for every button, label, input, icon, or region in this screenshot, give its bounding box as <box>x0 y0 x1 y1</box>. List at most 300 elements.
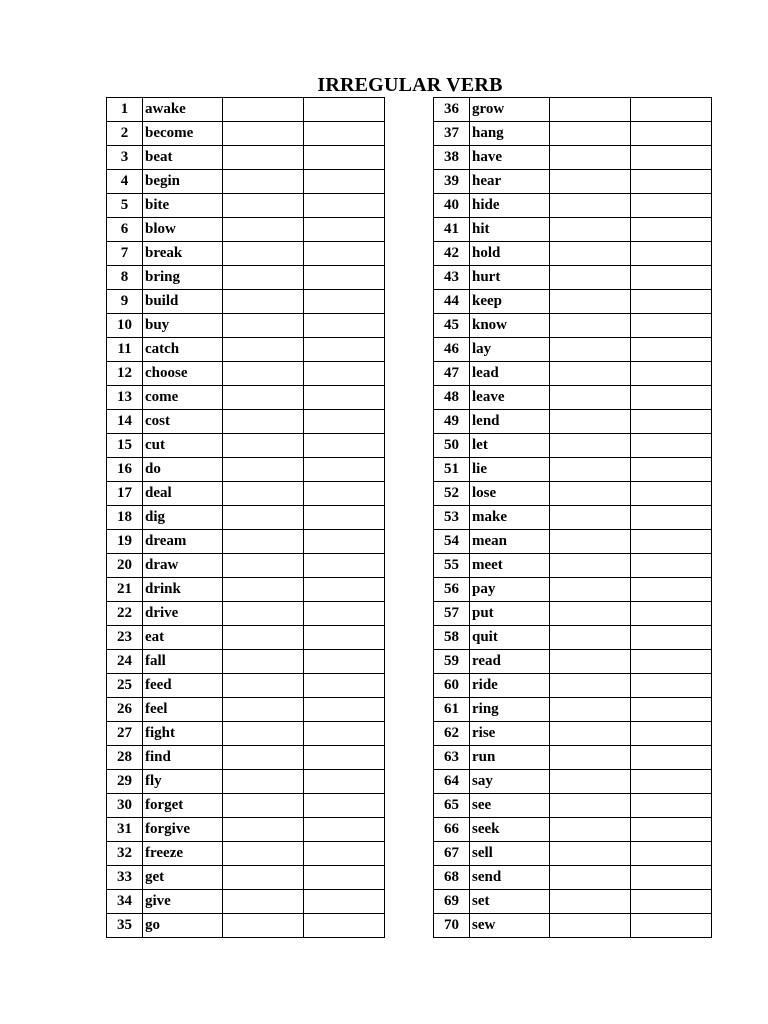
table-row <box>107 770 385 794</box>
past-form-blank-cell <box>223 362 304 386</box>
past-form-blank-cell <box>550 458 631 482</box>
participle-form-blank-cell <box>631 506 712 530</box>
base-form-cell: hang <box>470 122 550 146</box>
table-row <box>434 722 712 746</box>
past-form-blank-cell <box>223 266 304 290</box>
participle-form-blank-cell <box>304 914 385 938</box>
table-row <box>434 674 712 698</box>
base-form-cell: hear <box>470 170 550 194</box>
base-form-cell: dig <box>143 506 223 530</box>
verb-number: 36 <box>434 98 470 122</box>
base-form-cell: deal <box>143 482 223 506</box>
verb-number: 49 <box>434 410 470 434</box>
table-row <box>434 746 712 770</box>
participle-form-blank-cell <box>304 218 385 242</box>
table-row <box>107 626 385 650</box>
table-row <box>434 410 712 434</box>
participle-form-blank-cell <box>631 674 712 698</box>
base-form-cell: break <box>143 242 223 266</box>
past-form-blank-cell <box>550 314 631 338</box>
past-form-blank-cell <box>223 410 304 434</box>
verb-number: 38 <box>434 146 470 170</box>
base-form-cell: find <box>143 746 223 770</box>
verb-number: 56 <box>434 578 470 602</box>
participle-form-blank-cell <box>631 626 712 650</box>
table-row <box>434 458 712 482</box>
base-form-cell: build <box>143 290 223 314</box>
verb-number: 39 <box>434 170 470 194</box>
verb-number: 68 <box>434 866 470 890</box>
base-form-cell: do <box>143 458 223 482</box>
base-form-cell: awake <box>143 98 223 122</box>
verb-number: 20 <box>107 554 143 578</box>
table-row <box>107 434 385 458</box>
table-row <box>107 194 385 218</box>
table-row <box>434 554 712 578</box>
verb-number: 2 <box>107 122 143 146</box>
verb-number: 37 <box>434 122 470 146</box>
table-row <box>107 578 385 602</box>
participle-form-blank-cell <box>304 146 385 170</box>
participle-form-blank-cell <box>631 866 712 890</box>
past-form-blank-cell <box>550 386 631 410</box>
participle-form-blank-cell <box>304 842 385 866</box>
participle-form-blank-cell <box>631 530 712 554</box>
table-row <box>434 290 712 314</box>
table-row <box>107 458 385 482</box>
table-row <box>107 386 385 410</box>
past-form-blank-cell <box>223 386 304 410</box>
verb-number: 25 <box>107 674 143 698</box>
participle-form-blank-cell <box>631 362 712 386</box>
participle-form-blank-cell <box>304 626 385 650</box>
verb-number: 3 <box>107 146 143 170</box>
base-form-cell: become <box>143 122 223 146</box>
table-row <box>107 602 385 626</box>
base-form-cell: catch <box>143 338 223 362</box>
verb-number: 40 <box>434 194 470 218</box>
verb-number: 15 <box>107 434 143 458</box>
past-form-blank-cell <box>550 890 631 914</box>
verb-number: 62 <box>434 722 470 746</box>
page-title: IRREGULAR VERB <box>317 74 503 96</box>
verb-number: 17 <box>107 482 143 506</box>
past-form-blank-cell <box>550 722 631 746</box>
verb-table-right <box>433 97 712 938</box>
table-row <box>434 98 712 122</box>
participle-form-blank-cell <box>631 218 712 242</box>
verb-number: 67 <box>434 842 470 866</box>
table-row <box>107 842 385 866</box>
past-form-blank-cell <box>223 122 304 146</box>
table-row <box>107 170 385 194</box>
base-form-cell: read <box>470 650 550 674</box>
participle-form-blank-cell <box>304 410 385 434</box>
table-row <box>434 650 712 674</box>
participle-form-blank-cell <box>304 338 385 362</box>
base-form-cell: meet <box>470 554 550 578</box>
verb-number: 22 <box>107 602 143 626</box>
base-form-cell: lay <box>470 338 550 362</box>
verb-number: 6 <box>107 218 143 242</box>
table-row <box>107 914 385 938</box>
participle-form-blank-cell <box>304 482 385 506</box>
table-row <box>107 266 385 290</box>
past-form-blank-cell <box>550 122 631 146</box>
table-row <box>434 314 712 338</box>
verb-number: 19 <box>107 530 143 554</box>
past-form-blank-cell <box>223 146 304 170</box>
participle-form-blank-cell <box>631 746 712 770</box>
table-row <box>434 386 712 410</box>
participle-form-blank-cell <box>304 386 385 410</box>
participle-form-blank-cell <box>304 434 385 458</box>
verb-number: 13 <box>107 386 143 410</box>
participle-form-blank-cell <box>304 170 385 194</box>
verb-number: 33 <box>107 866 143 890</box>
participle-form-blank-cell <box>304 578 385 602</box>
table-row <box>434 842 712 866</box>
base-form-cell: draw <box>143 554 223 578</box>
base-form-cell: ride <box>470 674 550 698</box>
participle-form-blank-cell <box>304 122 385 146</box>
past-form-blank-cell <box>223 890 304 914</box>
participle-form-blank-cell <box>304 506 385 530</box>
base-form-cell: drive <box>143 602 223 626</box>
past-form-blank-cell <box>223 482 304 506</box>
base-form-cell: freeze <box>143 842 223 866</box>
table-row <box>434 866 712 890</box>
base-form-cell: hold <box>470 242 550 266</box>
table-row <box>434 506 712 530</box>
participle-form-blank-cell <box>631 458 712 482</box>
past-form-blank-cell <box>550 506 631 530</box>
table-row <box>107 650 385 674</box>
participle-form-blank-cell <box>631 170 712 194</box>
base-form-cell: hide <box>470 194 550 218</box>
verb-number: 46 <box>434 338 470 362</box>
past-form-blank-cell <box>550 578 631 602</box>
base-form-cell: seek <box>470 818 550 842</box>
participle-form-blank-cell <box>304 818 385 842</box>
past-form-blank-cell <box>223 626 304 650</box>
base-form-cell: leave <box>470 386 550 410</box>
table-row <box>434 194 712 218</box>
participle-form-blank-cell <box>631 578 712 602</box>
verb-number: 43 <box>434 266 470 290</box>
past-form-blank-cell <box>223 842 304 866</box>
base-form-cell: set <box>470 890 550 914</box>
past-form-blank-cell <box>223 914 304 938</box>
verb-number: 7 <box>107 242 143 266</box>
table-row <box>434 770 712 794</box>
participle-form-blank-cell <box>631 842 712 866</box>
verb-number: 35 <box>107 914 143 938</box>
table-row <box>107 506 385 530</box>
verb-number: 34 <box>107 890 143 914</box>
table-row <box>107 362 385 386</box>
table-row <box>107 482 385 506</box>
base-form-cell: come <box>143 386 223 410</box>
verb-number: 18 <box>107 506 143 530</box>
table-row <box>107 890 385 914</box>
participle-form-blank-cell <box>631 770 712 794</box>
verb-number: 28 <box>107 746 143 770</box>
verb-number: 48 <box>434 386 470 410</box>
base-form-cell: say <box>470 770 550 794</box>
base-form-cell: know <box>470 314 550 338</box>
table-row <box>434 578 712 602</box>
verb-number: 32 <box>107 842 143 866</box>
table-row <box>434 698 712 722</box>
past-form-blank-cell <box>223 194 304 218</box>
base-form-cell: lead <box>470 362 550 386</box>
participle-form-blank-cell <box>304 314 385 338</box>
verb-number: 53 <box>434 506 470 530</box>
past-form-blank-cell <box>550 434 631 458</box>
participle-form-blank-cell <box>304 194 385 218</box>
base-form-cell: get <box>143 866 223 890</box>
verb-number: 65 <box>434 794 470 818</box>
participle-form-blank-cell <box>631 338 712 362</box>
participle-form-blank-cell <box>304 746 385 770</box>
participle-form-blank-cell <box>304 242 385 266</box>
table-row <box>434 794 712 818</box>
verb-number: 4 <box>107 170 143 194</box>
past-form-blank-cell <box>550 674 631 698</box>
verb-number: 61 <box>434 698 470 722</box>
past-form-blank-cell <box>223 746 304 770</box>
verb-number: 1 <box>107 98 143 122</box>
past-form-blank-cell <box>550 794 631 818</box>
base-form-cell: choose <box>143 362 223 386</box>
table-row <box>107 338 385 362</box>
base-form-cell: pay <box>470 578 550 602</box>
participle-form-blank-cell <box>304 722 385 746</box>
table-row <box>434 122 712 146</box>
verb-number: 47 <box>434 362 470 386</box>
participle-form-blank-cell <box>631 602 712 626</box>
table-row <box>107 530 385 554</box>
base-form-cell: beat <box>143 146 223 170</box>
base-form-cell: give <box>143 890 223 914</box>
participle-form-blank-cell <box>304 530 385 554</box>
verb-number: 69 <box>434 890 470 914</box>
past-form-blank-cell <box>550 650 631 674</box>
base-form-cell: go <box>143 914 223 938</box>
base-form-cell: bring <box>143 266 223 290</box>
verb-table-left <box>106 97 385 938</box>
past-form-blank-cell <box>223 338 304 362</box>
participle-form-blank-cell <box>631 914 712 938</box>
participle-form-blank-cell <box>304 554 385 578</box>
past-form-blank-cell <box>550 818 631 842</box>
base-form-cell: let <box>470 434 550 458</box>
base-form-cell: hit <box>470 218 550 242</box>
past-form-blank-cell <box>223 170 304 194</box>
participle-form-blank-cell <box>631 122 712 146</box>
table-row <box>107 794 385 818</box>
table-row <box>107 218 385 242</box>
past-form-blank-cell <box>223 530 304 554</box>
past-form-blank-cell <box>223 650 304 674</box>
participle-form-blank-cell <box>631 794 712 818</box>
table-row <box>107 746 385 770</box>
verb-number: 5 <box>107 194 143 218</box>
past-form-blank-cell <box>550 98 631 122</box>
base-form-cell: forget <box>143 794 223 818</box>
past-form-blank-cell <box>223 506 304 530</box>
past-form-blank-cell <box>550 290 631 314</box>
past-form-blank-cell <box>223 674 304 698</box>
past-form-blank-cell <box>550 410 631 434</box>
verb-number: 60 <box>434 674 470 698</box>
participle-form-blank-cell <box>304 674 385 698</box>
base-form-cell: bite <box>143 194 223 218</box>
table-row <box>107 866 385 890</box>
base-form-cell: run <box>470 746 550 770</box>
participle-form-blank-cell <box>304 98 385 122</box>
base-form-cell: begin <box>143 170 223 194</box>
past-form-blank-cell <box>550 746 631 770</box>
table-row <box>434 890 712 914</box>
past-form-blank-cell <box>223 98 304 122</box>
past-form-blank-cell <box>550 482 631 506</box>
base-form-cell: lend <box>470 410 550 434</box>
verb-number: 55 <box>434 554 470 578</box>
table-row <box>107 818 385 842</box>
participle-form-blank-cell <box>304 290 385 314</box>
table-row <box>434 818 712 842</box>
past-form-blank-cell <box>223 602 304 626</box>
past-form-blank-cell <box>223 314 304 338</box>
table-row <box>107 242 385 266</box>
past-form-blank-cell <box>223 794 304 818</box>
base-form-cell: blow <box>143 218 223 242</box>
verb-number: 23 <box>107 626 143 650</box>
base-form-cell: rise <box>470 722 550 746</box>
verb-number: 57 <box>434 602 470 626</box>
base-form-cell: have <box>470 146 550 170</box>
past-form-blank-cell <box>550 770 631 794</box>
past-form-blank-cell <box>223 434 304 458</box>
past-form-blank-cell <box>223 722 304 746</box>
table-row <box>107 722 385 746</box>
verb-number: 10 <box>107 314 143 338</box>
participle-form-blank-cell <box>304 794 385 818</box>
verb-number: 52 <box>434 482 470 506</box>
table-row <box>107 146 385 170</box>
past-form-blank-cell <box>550 194 631 218</box>
table-row <box>434 602 712 626</box>
base-form-cell: hurt <box>470 266 550 290</box>
participle-form-blank-cell <box>631 386 712 410</box>
past-form-blank-cell <box>550 530 631 554</box>
verb-number: 50 <box>434 434 470 458</box>
participle-form-blank-cell <box>304 458 385 482</box>
participle-form-blank-cell <box>631 290 712 314</box>
base-form-cell: cost <box>143 410 223 434</box>
participle-form-blank-cell <box>631 554 712 578</box>
past-form-blank-cell <box>223 554 304 578</box>
participle-form-blank-cell <box>304 650 385 674</box>
past-form-blank-cell <box>550 146 631 170</box>
table-row <box>434 530 712 554</box>
table-row <box>107 554 385 578</box>
participle-form-blank-cell <box>631 650 712 674</box>
base-form-cell: buy <box>143 314 223 338</box>
past-form-blank-cell <box>223 818 304 842</box>
table-row <box>107 314 385 338</box>
table-row <box>434 362 712 386</box>
past-form-blank-cell <box>550 218 631 242</box>
table-row <box>107 698 385 722</box>
base-form-cell: put <box>470 602 550 626</box>
past-form-blank-cell <box>223 458 304 482</box>
base-form-cell: sew <box>470 914 550 938</box>
verb-number: 31 <box>107 818 143 842</box>
participle-form-blank-cell <box>631 266 712 290</box>
base-form-cell: make <box>470 506 550 530</box>
past-form-blank-cell <box>223 218 304 242</box>
past-form-blank-cell <box>223 770 304 794</box>
base-form-cell: ring <box>470 698 550 722</box>
participle-form-blank-cell <box>631 890 712 914</box>
table-row <box>434 434 712 458</box>
base-form-cell: lose <box>470 482 550 506</box>
base-form-cell: forgive <box>143 818 223 842</box>
base-form-cell: feel <box>143 698 223 722</box>
verb-number: 11 <box>107 338 143 362</box>
past-form-blank-cell <box>550 914 631 938</box>
past-form-blank-cell <box>550 866 631 890</box>
base-form-cell: dream <box>143 530 223 554</box>
past-form-blank-cell <box>550 602 631 626</box>
table-row <box>434 242 712 266</box>
participle-form-blank-cell <box>631 722 712 746</box>
table-row <box>434 266 712 290</box>
table-row <box>434 626 712 650</box>
participle-form-blank-cell <box>304 266 385 290</box>
base-form-cell: fight <box>143 722 223 746</box>
table-row <box>107 410 385 434</box>
past-form-blank-cell <box>550 698 631 722</box>
verb-number: 21 <box>107 578 143 602</box>
base-form-cell: keep <box>470 290 550 314</box>
participle-form-blank-cell <box>631 410 712 434</box>
participle-form-blank-cell <box>631 146 712 170</box>
verb-number: 30 <box>107 794 143 818</box>
verb-number: 44 <box>434 290 470 314</box>
base-form-cell: quit <box>470 626 550 650</box>
base-form-cell: mean <box>470 530 550 554</box>
table-row <box>434 170 712 194</box>
table-row <box>107 122 385 146</box>
table-row <box>434 338 712 362</box>
base-form-cell: see <box>470 794 550 818</box>
verb-number: 54 <box>434 530 470 554</box>
base-form-cell: lie <box>470 458 550 482</box>
verb-number: 8 <box>107 266 143 290</box>
verb-number: 12 <box>107 362 143 386</box>
verb-number: 64 <box>434 770 470 794</box>
verb-number: 26 <box>107 698 143 722</box>
verb-number: 58 <box>434 626 470 650</box>
base-form-cell: fall <box>143 650 223 674</box>
verb-number: 24 <box>107 650 143 674</box>
participle-form-blank-cell <box>631 818 712 842</box>
participle-form-blank-cell <box>631 194 712 218</box>
